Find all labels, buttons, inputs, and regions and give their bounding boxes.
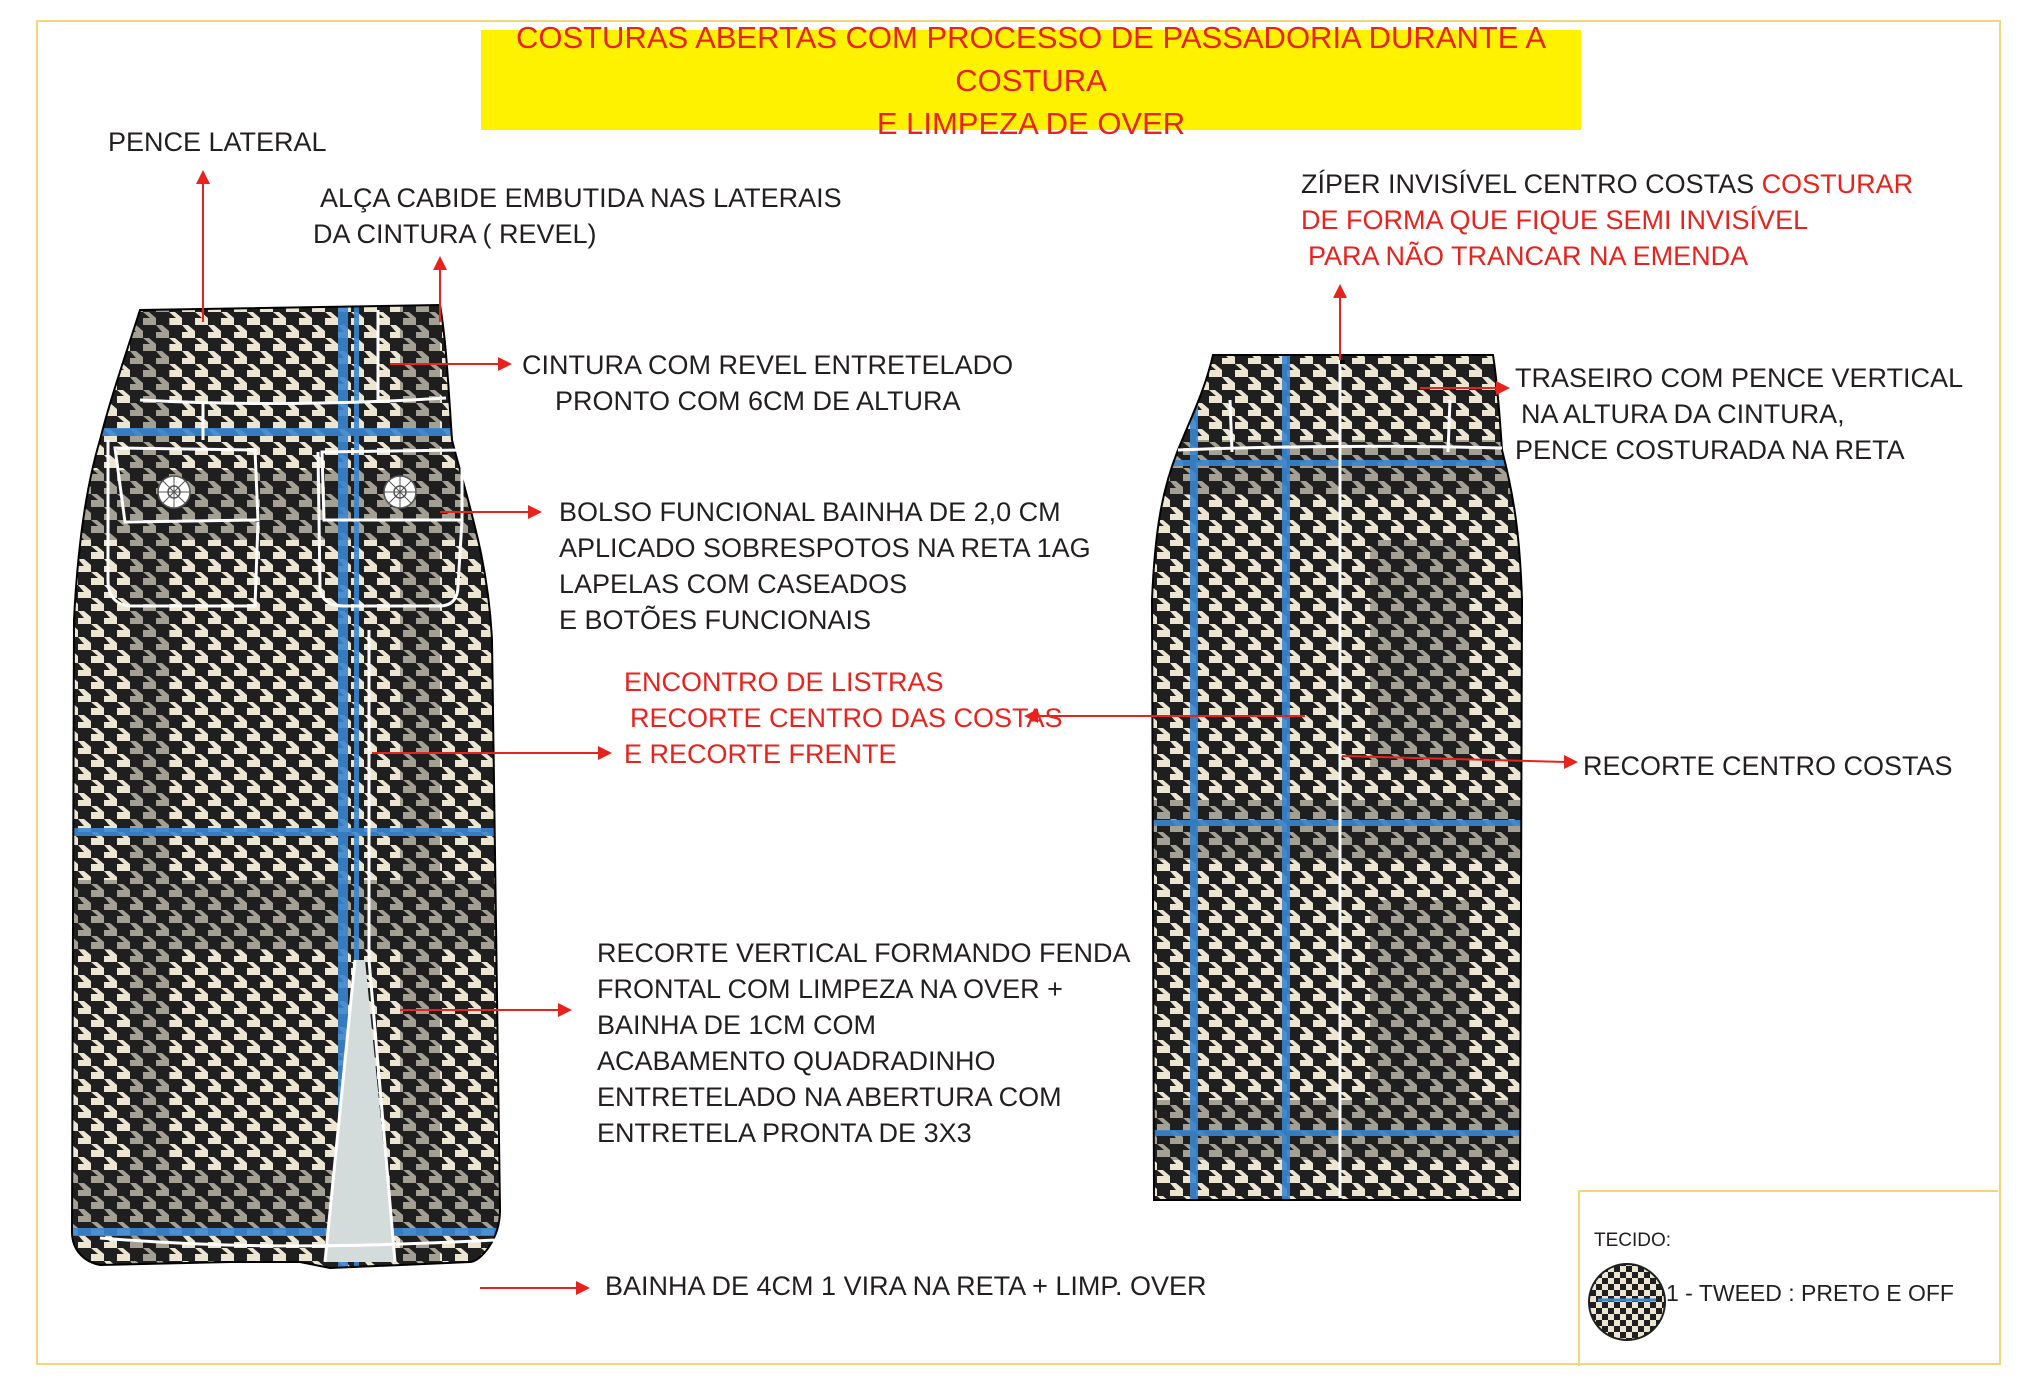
note-recorte-vertical-2: FRONTAL COM LIMPEZA NA OVER + xyxy=(597,974,1063,1004)
note-traseiro-3: PENCE COSTURADA NA RETA xyxy=(1515,435,1905,465)
fabric-legend-box xyxy=(1578,1190,1998,1366)
note-bolso-1: BOLSO FUNCIONAL BAINHA DE 2,0 CM xyxy=(559,497,1061,527)
note-recorte-centro-costas: RECORTE CENTRO COSTAS xyxy=(1583,751,1953,781)
note-traseiro-1: TRASEIRO COM PENCE VERTICAL xyxy=(1515,363,1964,393)
note-pence-lateral: PENCE LATERAL xyxy=(108,127,327,157)
title-line-2: E LIMPEZA DE OVER xyxy=(876,105,1186,141)
note-ziper-2: DE FORMA QUE FIQUE SEMI INVISÍVEL xyxy=(1301,205,1809,235)
note-cintura-2: PRONTO COM 6CM DE ALTURA xyxy=(555,386,961,416)
note-bolso-3: LAPELAS COM CASEADOS xyxy=(559,569,908,599)
note-ziper-3: PARA NÃO TRANCAR NA EMENDA xyxy=(1308,241,1749,271)
note-traseiro-2: NA ALTURA DA CINTURA, xyxy=(1521,399,1845,429)
note-recorte-vertical-5: ENTRETELADO NA ABERTURA COM xyxy=(597,1082,1062,1112)
title-line-1: COSTURAS ABERTAS COM PROCESSO DE PASSADORIA DURANTE A COSTURA xyxy=(515,19,1547,98)
note-cintura-1: CINTURA COM REVEL ENTRETELADO xyxy=(522,350,1014,380)
note-ziper-1-red: COSTURAR xyxy=(1761,169,1914,199)
note-recorte-vertical-3: BAINHA DE 1CM COM xyxy=(597,1010,877,1040)
right-pocket-button xyxy=(384,476,416,508)
fabric-item: 1 - TWEED : PRETO E OFF xyxy=(1666,1280,1954,1306)
note-ziper-1-black: ZÍPER INVISÍVEL CENTRO COSTAS xyxy=(1301,169,1762,199)
note-recorte-vertical-1: RECORTE VERTICAL FORMANDO FENDA xyxy=(597,938,1131,968)
note-bolso-4: E BOTÕES FUNCIONAIS xyxy=(559,605,872,635)
note-bolso-2: APLICADO SOBRESPOTOS NA RETA 1AG xyxy=(559,533,1091,563)
note-encontro-2: RECORTE CENTRO DAS COSTAS xyxy=(630,703,1063,733)
note-alca-cabide-1: ALÇA CABIDE EMBUTIDA NAS LATERAIS xyxy=(320,183,842,213)
note-encontro-1: ENCONTRO DE LISTRAS xyxy=(624,667,944,697)
note-recorte-vertical-6: ENTRETELA PRONTA DE 3X3 xyxy=(597,1118,972,1148)
left-pocket-button xyxy=(158,476,190,508)
note-bainha: BAINHA DE 4CM 1 VIRA NA RETA + LIMP. OVER xyxy=(605,1271,1207,1301)
back-skirt xyxy=(1140,350,1530,1210)
note-alca-cabide-2: DA CINTURA ( REVEL) xyxy=(313,219,597,249)
note-encontro-3: E RECORTE FRENTE xyxy=(624,739,897,769)
fabric-label: TECIDO: xyxy=(1594,1230,1672,1251)
note-recorte-vertical-4: ACABAMENTO QUADRADINHO xyxy=(597,1046,996,1076)
note-ziper-1 xyxy=(1301,166,1913,202)
